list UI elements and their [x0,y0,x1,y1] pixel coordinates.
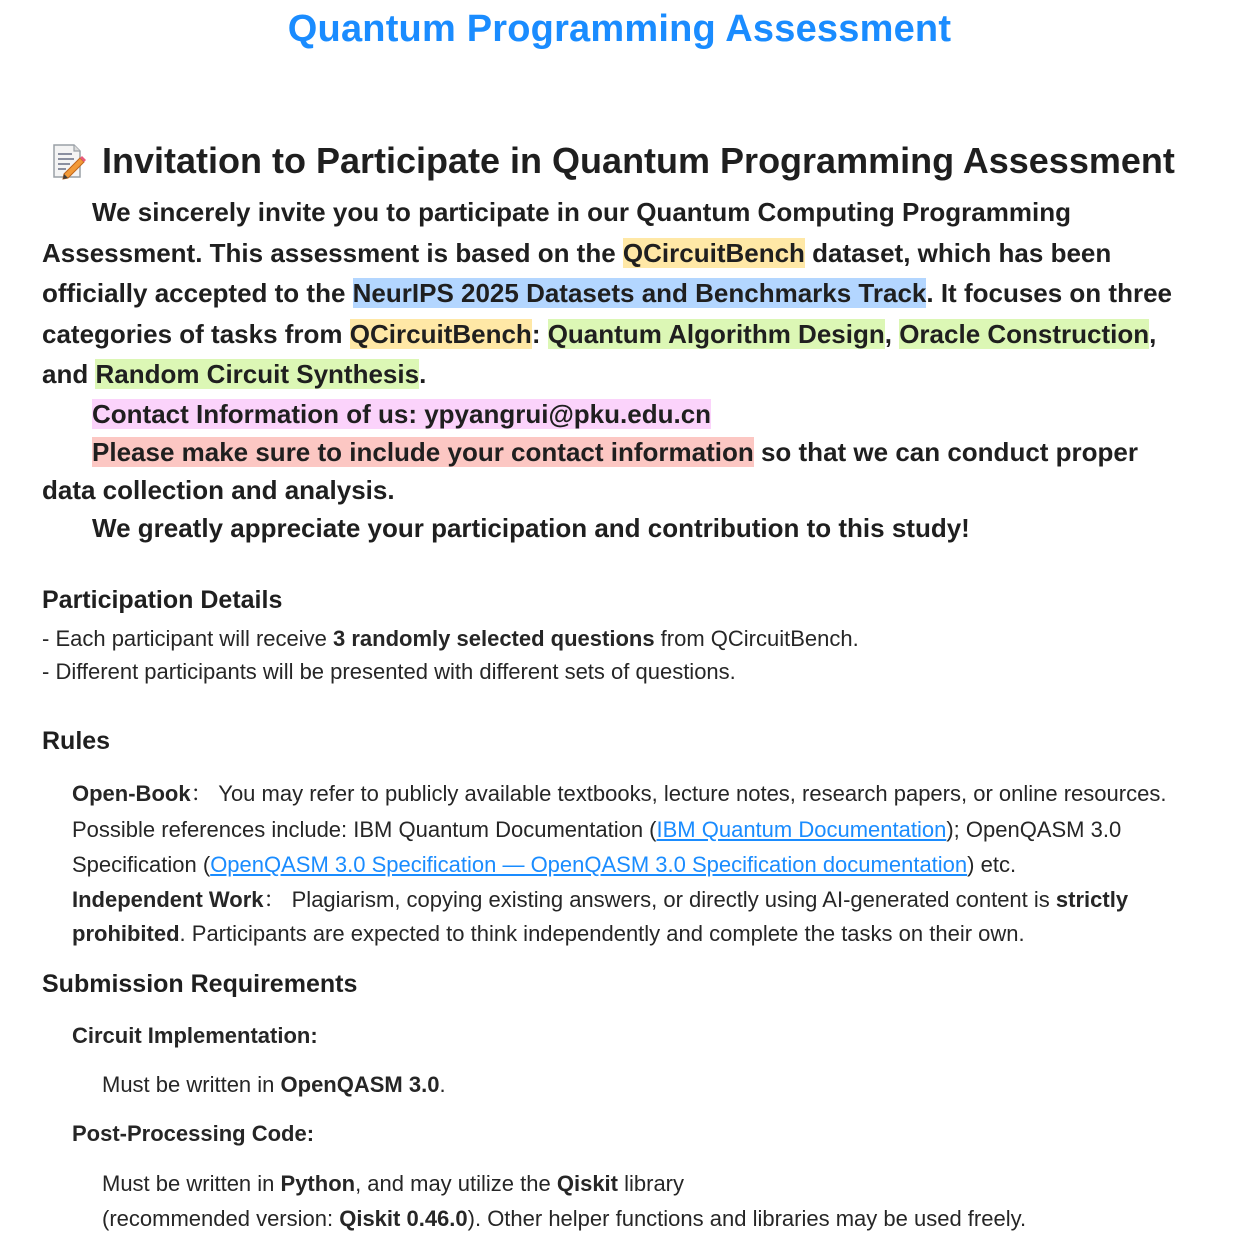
intro-text: , and [42,318,1157,389]
open-book-label: Open-Book [72,781,191,806]
post-processing-requirement [102,1166,1026,1236]
detail-text: from QCircuitBench. [654,626,859,651]
circuit-requirement [102,1067,446,1102]
requirement-text: Must be written in [102,1171,281,1196]
intro-text: We sincerely invite you to participate in our Quantum Computing Programming Assessment. This assessment is based on the [42,197,1071,268]
rule-text: Plagiarism, copying existing answers, or directly using AI-generated content is [285,886,1056,912]
qcircuitbench-highlight: QCircuitBench [349,318,532,349]
intro-text: . It focuses on three categories of tasks from [42,278,1172,349]
python-bold: Python [280,1171,356,1196]
participation-details [42,622,1192,688]
neurips-highlight: NeurIPS 2025 Datasets and Benchmarks Track [352,278,927,308]
include-contact-line [42,433,1192,509]
independent-work-label: Independent Work [72,886,264,912]
intro-text: . [419,359,427,389]
strictly-prohibited-bold: strictly prohibited [72,886,1129,946]
page-title: Quantum Programming Assessment [287,8,952,50]
participation-heading: Participation Details [42,586,283,614]
memo-icon [50,141,86,181]
independent-work-rule [72,883,1202,951]
intro-text: : [531,318,548,349]
task-highlight: Quantum Algorithm Design [547,318,885,349]
requirement-text: . [439,1072,446,1097]
rules-body [72,776,1202,951]
list-item [42,622,1192,655]
task-highlight: Random Circuit Synthesis [95,359,420,389]
invitation-heading [50,140,1175,182]
detail-bold: 3 randomly selected questions [333,626,655,651]
rules-heading: Rules [42,727,111,755]
rule-text: . Participants are expected to think independently and complete the tasks on their own. [179,920,1025,946]
openqasm-bold: OpenQASM 3.0 [280,1072,440,1097]
requirement-text: ). Other helper functions and libraries may be used freely. [467,1206,1027,1231]
contact-line [42,395,1192,433]
openqasm-spec-link[interactable]: OpenQASM 3.0 Specification — OpenQASM 3.0 Specification documentation [210,852,968,877]
include-contact-text: so that we can conduct proper data collection and analysis. [42,436,1139,505]
task-highlight: Oracle Construction [899,318,1150,349]
rule-colon: ： [263,886,286,912]
requirement-text: (recommended version: [102,1206,340,1231]
circuit-implementation-label: Circuit Implementation: [72,1023,318,1048]
rule-text: You may refer to publicly available textbooks, lecture notes, research papers, or online resources. Possible references include: IBM Quantum Documentation ( [72,781,1167,842]
requirement-text: Must be written in [102,1072,281,1097]
qiskit-version-bold: Qiskit 0.46.0 [339,1206,468,1231]
invitation-body [42,192,1192,547]
intro-text: dataset, which has been officially accepted to the [42,237,1112,308]
intro-text: , [884,318,900,349]
rule-text: ); OpenQASM 3.0 Specification ( [72,816,1122,877]
thanks-text: We greatly appreciate your participation and contribution to this study! [92,512,970,543]
list-item: - Different participants will be presented with different sets of questions. [42,659,736,684]
ibm-quantum-doc-link[interactable]: IBM Quantum Documentation [656,816,947,842]
rule-text: ) etc. [967,852,1017,877]
thanks-line [42,509,1192,547]
include-contact-highlight: Please make sure to include your contact information [92,436,754,467]
post-processing-label: Post-Processing Code: [72,1121,315,1146]
detail-text: - Each participant will receive [42,626,334,651]
qcircuitbench-highlight: QCircuitBench [622,237,805,268]
requirement-text: , and may utilize the [355,1171,557,1196]
invitation-paragraph [42,192,1192,395]
requirement-text: library [618,1171,685,1196]
open-book-rule [72,776,1202,883]
qiskit-bold: Qiskit [556,1171,618,1196]
invitation-title: Invitation to Participate in Quantum Programming Assessment [102,140,1175,181]
contact-info: Contact Information of us: ypyangrui@pku.edu.cn [92,398,712,429]
rule-colon: ： [190,781,213,806]
submission-heading: Submission Requirements [42,970,358,998]
